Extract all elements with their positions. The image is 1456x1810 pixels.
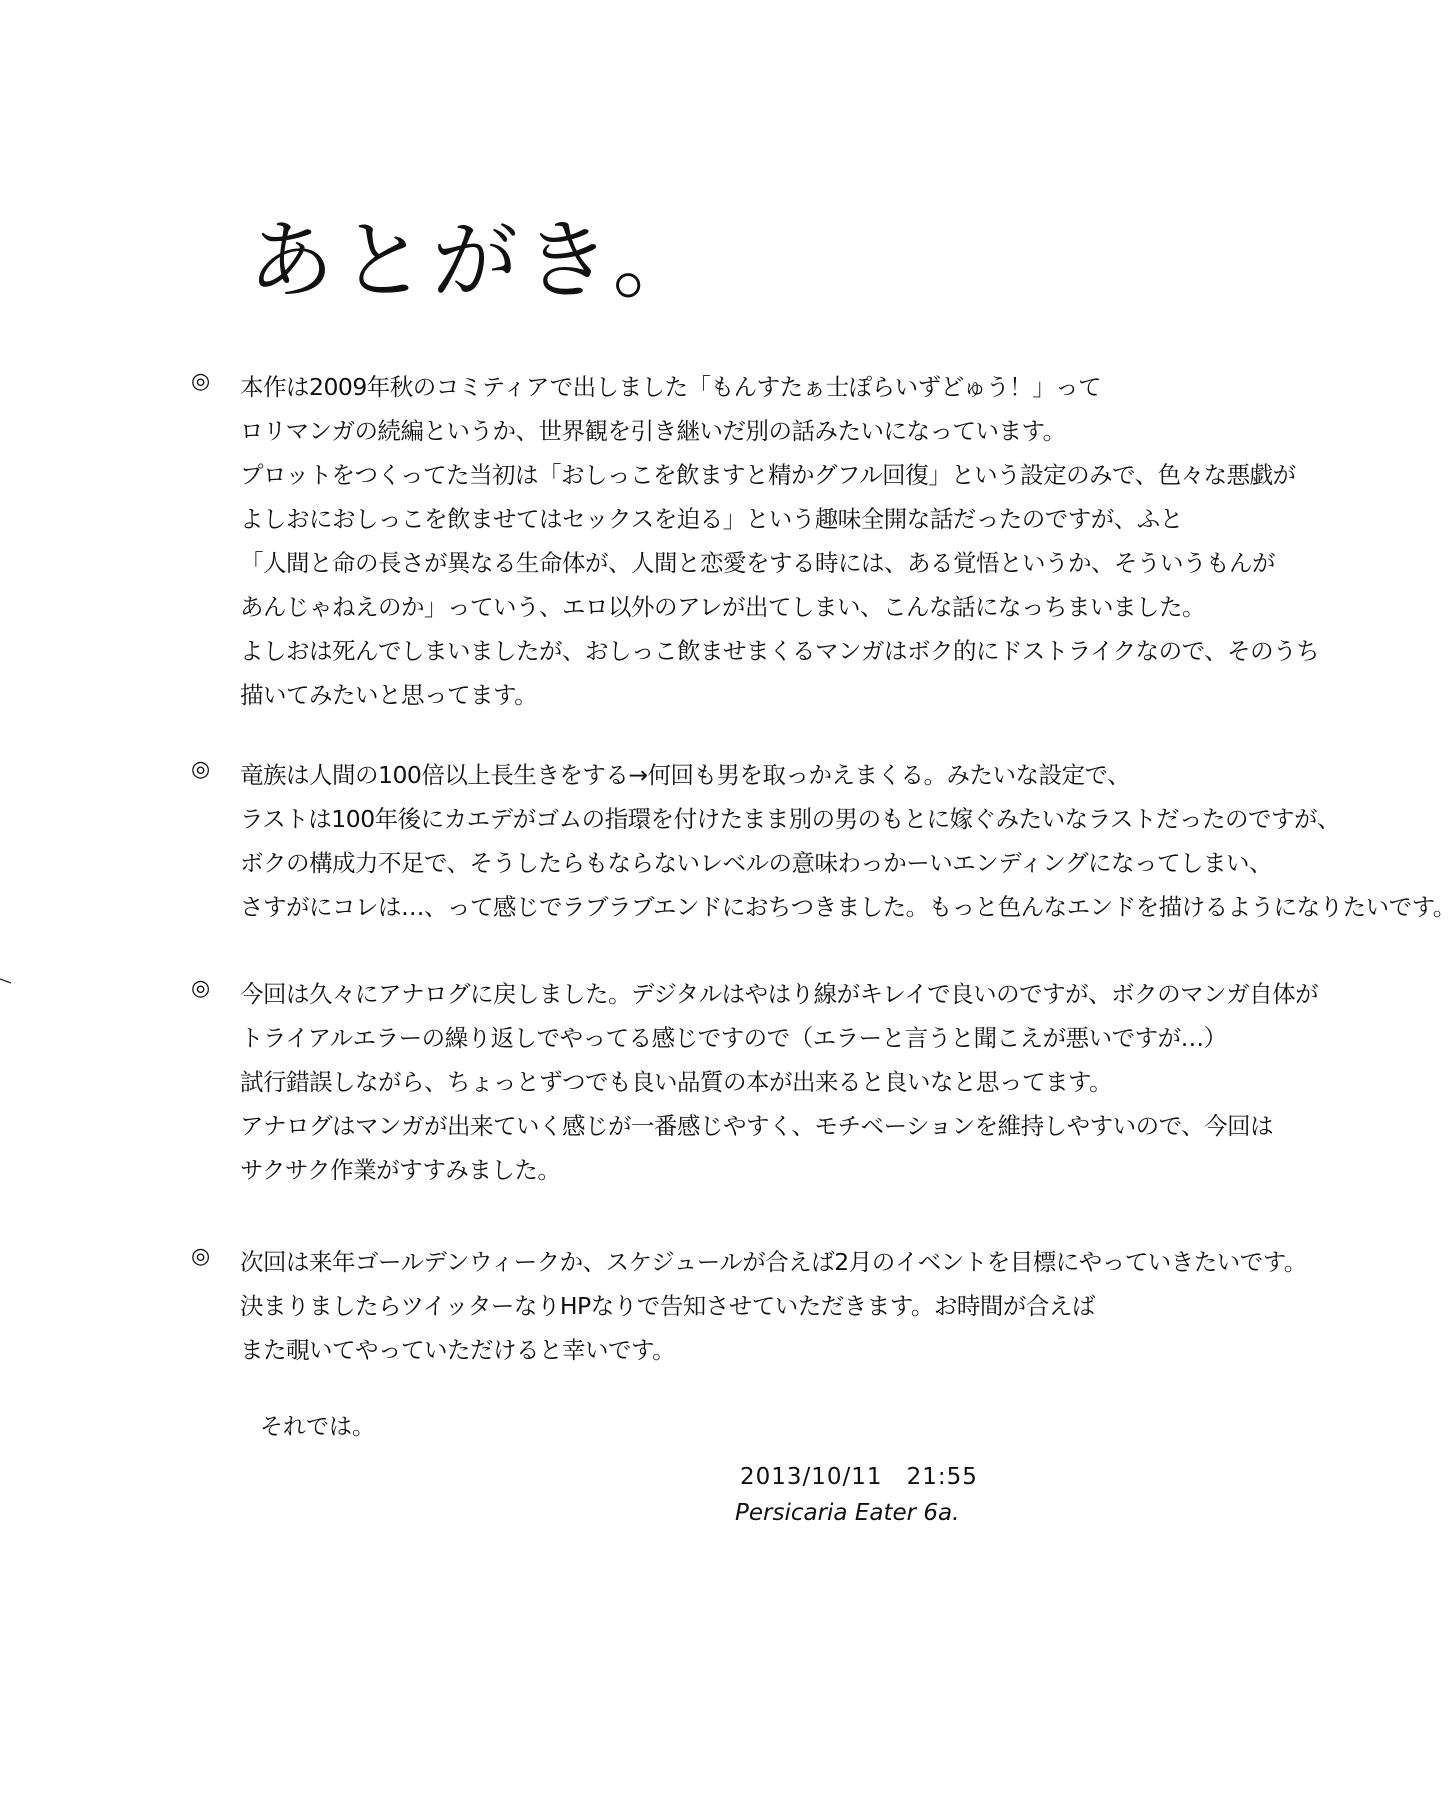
paragraph-3 bbox=[191, 972, 1319, 1192]
page-title: あとがき。 bbox=[248, 211, 705, 311]
text-line: 試行錯誤しながら、ちょっとずつでも良い品質の本が出来ると良いなと思ってます。 bbox=[240, 1068, 1113, 1096]
text-line: ボクの構成力不足で、そうしたらもならないレベルの意味わっかーいエンディングになってしまい、 bbox=[240, 849, 1272, 877]
text-line: さすがにコレは…、って感じでラブラブエンドにおちつきました。もっと色んなエンドを描けるようになりたいです。 bbox=[240, 893, 1456, 921]
text-line: 決まりましたらツイッターなりHPなりで告知させていただきます。お時間が合えば bbox=[240, 1292, 1095, 1320]
author-signature: Persicaria Eater 6a. bbox=[735, 1500, 960, 1526]
bullet-icon: ◎ bbox=[191, 369, 211, 394]
date-stamp: 2013/10/11 21:55 bbox=[740, 1464, 978, 1490]
bullet-icon: ◎ bbox=[191, 757, 211, 782]
text-line: よしおは死んでしまいましたが、おしっこ飲ませまくるマンガはボク的にドストライクなので、そのうち bbox=[240, 637, 1320, 665]
text-line: 描いてみたいと思ってます。 bbox=[240, 681, 538, 709]
text-line: また覗いてやっていただけると幸いです。 bbox=[240, 1336, 676, 1364]
paragraph-1 bbox=[191, 365, 1320, 717]
text-line: プロットをつくってた当初は「おしっこを飲ますと精かグフル回復」という設定のみで、色々な悪戯が bbox=[240, 461, 1296, 489]
text-line: トライアルエラーの繰り返しでやってる感じですので（エラーと言うと聞こえが悪いですが…） bbox=[240, 1024, 1227, 1052]
text-line: 「人間と命の長さが異なる生命体が、人間と恋愛をする時には、ある覚悟というか、そういうもんが bbox=[240, 549, 1275, 577]
text-line: アナログはマンガが出来ていく感じが一番感じやすく、モチベーションを維持しやすいので、今回は bbox=[240, 1112, 1274, 1140]
text-line: 次回は来年ゴールデンウィークか、スケジュールが合えば2月のイベントを目標にやっていきたいです。 bbox=[240, 1248, 1307, 1276]
closing-text: それでは。 bbox=[260, 1414, 375, 1440]
stray-mark bbox=[0, 978, 12, 984]
bullet-icon: ◎ bbox=[191, 976, 211, 1001]
paragraph-2 bbox=[191, 753, 1456, 929]
text-line: よしおにおしっこを飲ませてはセックスを迫る」という趣味全開な話だったのですが、ふと bbox=[240, 505, 1183, 533]
bullet-icon: ◎ bbox=[191, 1244, 211, 1269]
text-line: ロリマンガの続編というか、世界観を引き継いだ別の話みたいになっています。 bbox=[240, 417, 1066, 445]
text-line: あんじゃねえのか」っていう、エロ以外のアレが出てしまい、こんな話になっちまいました。 bbox=[240, 593, 1206, 621]
paragraph-4 bbox=[191, 1240, 1307, 1372]
text-line: 本作は2009年秋のコミティアで出しました「もんすたぁ士ぽらいずどゅう！」って bbox=[240, 373, 1102, 401]
text-line: 今回は久々にアナログに戻しました。デジタルはやはり線がキレイで良いのですが、ボクのマンガ自体が bbox=[240, 980, 1319, 1008]
text-line: ラストは100年後にカエデがゴムの指環を付けたまま別の男のもとに嫁ぐみたいなラストだったのですが、 bbox=[240, 805, 1340, 833]
text-line: サクサク作業がすすみました。 bbox=[240, 1156, 561, 1184]
text-line: 竜族は人間の100倍以上長生きをする→何回も男を取っかえまくる。みたいな設定で、 bbox=[240, 761, 1131, 789]
